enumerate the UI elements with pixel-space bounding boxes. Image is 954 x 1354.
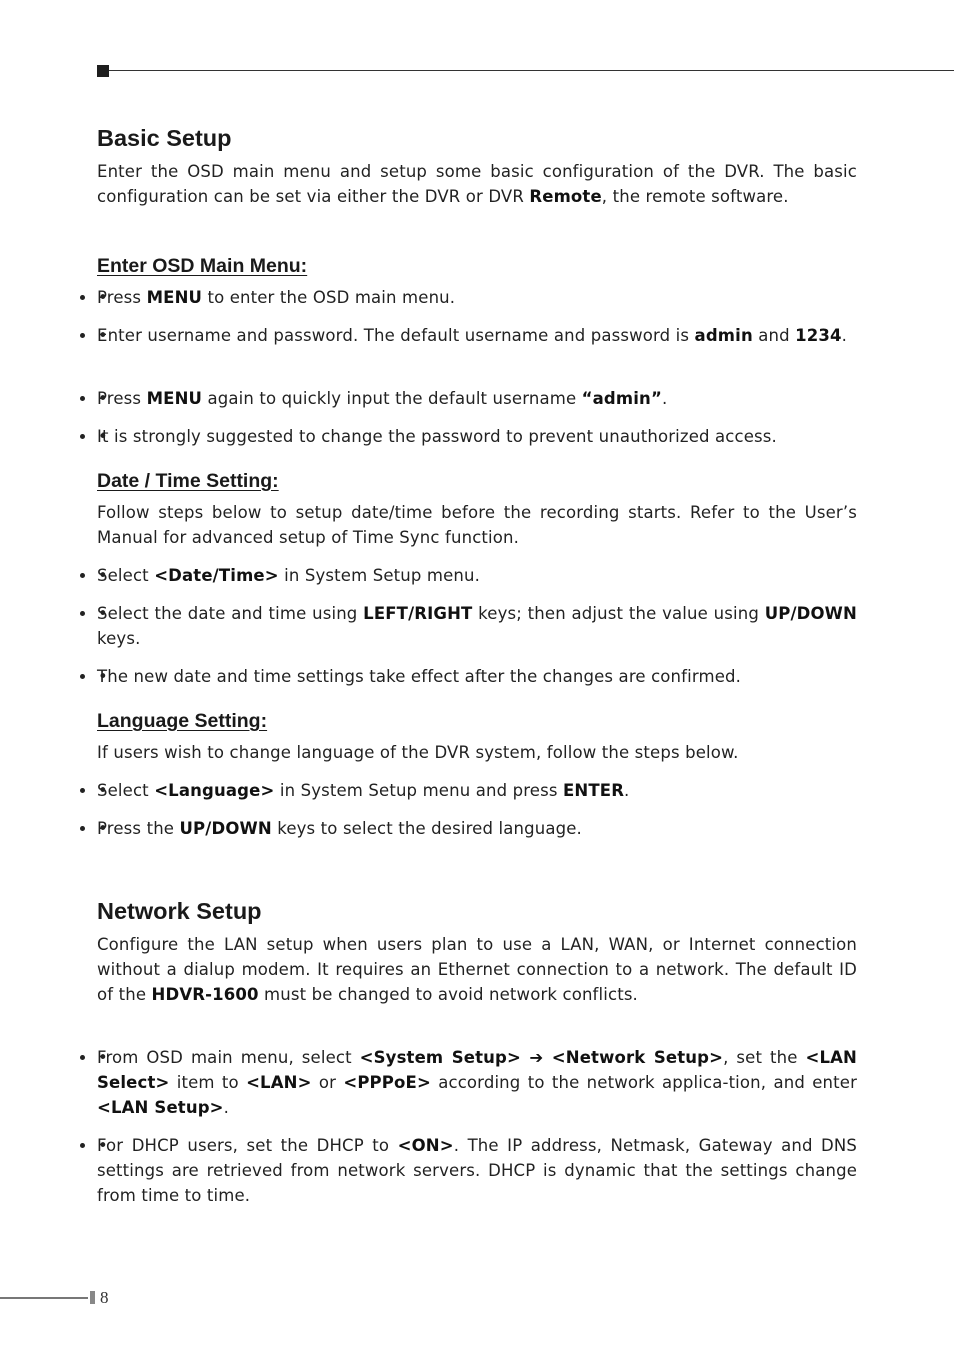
basic-setup-heading: Basic Setup bbox=[97, 125, 232, 151]
page-number: 8 bbox=[100, 1288, 109, 1307]
list-item: • • Press MENU to enter the OSD main menu. bbox=[97, 285, 857, 310]
list-item: • • Select <Language> in System Setup menu and press ENTER. bbox=[97, 778, 857, 803]
page-footer bbox=[0, 1290, 120, 1306]
network-setup-heading: Network Setup bbox=[97, 898, 262, 924]
header-rule bbox=[109, 70, 954, 71]
list-item: • • Press MENU again to quickly input the default username “admin”. bbox=[97, 386, 857, 411]
list-item: • • Select the date and time using LEFT/RIGHT keys; then adjust the value using UP/DOWN keys. bbox=[97, 601, 857, 651]
list-item: • • Enter username and password. The default username and password is admin and 1234. bbox=[97, 323, 857, 348]
date-time-intro: Follow steps below to setup date/time before the recording starts. Refer to the User’s Manual for advanced setup of Time Sync function. bbox=[97, 503, 857, 547]
network-setup-intro: Configure the LAN setup when users plan to use a LAN, WAN, or Internet connection without a dialup modem. It requires an Ethernet connection to a network. The default ID of the HDVR-1600 must be changed to avoid network conflicts. bbox=[97, 935, 857, 1004]
list-item: • • For DHCP users, set the DHCP to <ON>. The IP address, Netmask, Gateway and DNS settings are retrieved from network servers. DHCP is dynamic that the settings change from time to time. bbox=[97, 1133, 857, 1208]
list-item: • • From OSD main menu, select <System Setup> ➔ <Network Setup>, set the <LAN Select> item to <LAN> or <PPPoE> according to the network applica-tion, and enter <LAN Setup>. bbox=[97, 1045, 857, 1120]
osd-menu-heading: Enter OSD Main Menu: bbox=[97, 255, 308, 277]
list-item: • • The new date and time settings take effect after the changes are confirmed. bbox=[97, 664, 857, 689]
list-item: • • Press the UP/DOWN keys to select the desired language. bbox=[97, 816, 857, 841]
list-item: • • It is strongly suggested to change the password to prevent unauthorized access. bbox=[97, 424, 857, 449]
basic-setup-intro: Enter the OSD main menu and setup some basic configuration of the DVR. The basic configuration can be set via either the DVR or DVR Remote, the remote software. bbox=[97, 162, 857, 206]
language-intro: If users wish to change language of the DVR system, follow the steps below. bbox=[97, 743, 739, 762]
header-square-mark bbox=[97, 65, 109, 77]
language-heading: Language Setting: bbox=[97, 710, 268, 732]
list-item: • • Select <Date/Time> in System Setup menu. bbox=[97, 563, 857, 588]
footer-rule bbox=[0, 1297, 88, 1299]
date-time-heading: Date / Time Setting: bbox=[97, 470, 279, 492]
footer-mark bbox=[90, 1291, 95, 1304]
